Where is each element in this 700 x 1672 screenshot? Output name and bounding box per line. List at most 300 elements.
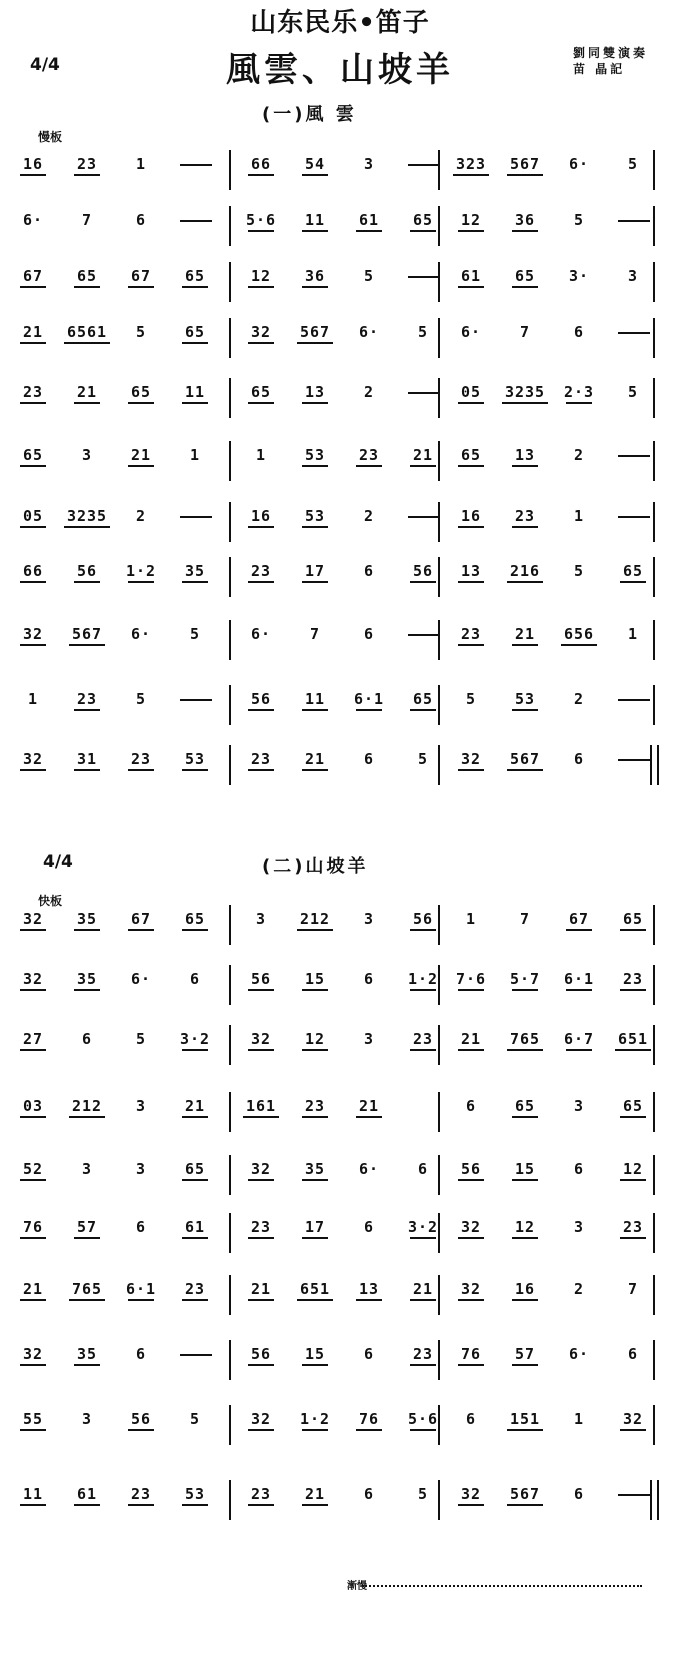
note-digits: 56 — [412, 562, 434, 580]
note-digits: 23 — [250, 750, 272, 768]
barline — [229, 620, 231, 660]
note-digits: 6·1 — [125, 1280, 157, 1298]
note-digits: 2 — [135, 507, 147, 525]
note-beat — [238, 508, 284, 528]
beam-underline — [74, 402, 100, 404]
note-beat — [400, 971, 446, 991]
beam-underline — [561, 644, 597, 646]
note-digits: 05 — [22, 507, 44, 525]
beam-underline — [20, 989, 46, 991]
note-beat — [238, 563, 284, 583]
beam-underline — [566, 929, 592, 931]
note-digits: 5 — [135, 1030, 147, 1048]
note-digits: 3 — [255, 910, 267, 928]
note-beat — [346, 911, 392, 928]
note-digits: 21 — [184, 1097, 206, 1115]
note-digits: 6 — [573, 323, 585, 341]
beam-underline — [512, 1237, 538, 1239]
note-digits: 65 — [622, 562, 644, 580]
note-beat — [118, 911, 164, 931]
note-beat — [118, 324, 164, 341]
barline — [653, 502, 655, 542]
note-digits: 6 — [363, 1218, 375, 1236]
note-digits: 2 — [573, 446, 585, 464]
note-digits: 5 — [135, 323, 147, 341]
note-beat — [64, 911, 110, 931]
beam-underline — [20, 581, 46, 583]
beam-underline — [302, 1429, 328, 1431]
note-beat — [502, 751, 548, 771]
note-beat — [556, 1219, 602, 1236]
note-digits: 6 — [573, 750, 585, 768]
beam-underline — [507, 174, 543, 176]
beam-underline — [302, 1179, 328, 1181]
note-beat — [118, 1281, 164, 1301]
notation-row — [10, 1480, 685, 1524]
beam-underline — [128, 769, 154, 771]
note-beat — [400, 1486, 446, 1503]
note-digits: 5·6 — [407, 1410, 439, 1428]
beam-underline — [182, 1504, 208, 1506]
beam-underline — [302, 1116, 328, 1118]
note-digits: 65 — [184, 1160, 206, 1178]
notation-row — [10, 745, 685, 789]
note-beat — [172, 324, 218, 344]
beam-underline — [458, 1049, 484, 1051]
note-digits: 3 — [363, 155, 375, 173]
beam-underline — [512, 230, 538, 232]
beam-underline — [74, 709, 100, 711]
note-beat — [64, 212, 110, 229]
note-digits: 1 — [627, 625, 639, 643]
beam-underline — [302, 1364, 328, 1366]
beam-underline — [20, 342, 46, 344]
note-digits: 6 — [135, 211, 147, 229]
note-beat — [64, 1486, 110, 1506]
note-beat — [64, 268, 110, 288]
note-digits: 31 — [76, 750, 98, 768]
beam-underline — [512, 1116, 538, 1118]
note-digits: 12 — [460, 211, 482, 229]
beam-underline — [458, 1299, 484, 1301]
notation-row — [10, 557, 685, 601]
beam-underline — [302, 526, 328, 528]
note-beat — [10, 212, 56, 229]
beam-underline — [128, 402, 154, 404]
note-digits: 3 — [573, 1097, 585, 1115]
note-digits: 35 — [76, 970, 98, 988]
note-digits: 6· — [568, 1345, 590, 1363]
beam-underline — [356, 709, 382, 711]
beam-underline — [182, 1116, 208, 1118]
note-beat — [238, 1098, 284, 1118]
barline — [438, 150, 440, 190]
note-digits: 32 — [22, 1345, 44, 1363]
note-digits: 32 — [250, 1410, 272, 1428]
notation-row — [10, 620, 685, 664]
beam-underline — [20, 1299, 46, 1301]
note-digits: 65 — [622, 910, 644, 928]
note-digits: 7 — [519, 910, 531, 928]
note-beat — [172, 1281, 218, 1301]
beam-underline — [410, 1237, 436, 1239]
note-beat — [556, 1281, 602, 1298]
note-digits: 3 — [573, 1218, 585, 1236]
beam-underline — [248, 1299, 274, 1301]
note-digits: 6· — [358, 323, 380, 341]
beam-underline — [128, 286, 154, 288]
note-digits: 32 — [22, 625, 44, 643]
beam-underline — [248, 1504, 274, 1506]
beam-underline — [458, 989, 484, 991]
beam-underline — [507, 581, 543, 583]
note-beat — [292, 1486, 338, 1506]
note-beat — [346, 1346, 392, 1363]
beam-underline — [458, 644, 484, 646]
final-barline — [650, 745, 659, 785]
beam-underline — [64, 526, 110, 528]
note-beat — [502, 1219, 548, 1239]
beam-underline — [507, 1504, 543, 1506]
note-digits: 5 — [627, 155, 639, 173]
note-digits: 32 — [460, 1485, 482, 1503]
note-digits: 66 — [22, 562, 44, 580]
note-beat — [556, 1411, 602, 1428]
beam-underline — [69, 1299, 105, 1301]
note-beat — [172, 1098, 218, 1118]
note-digits: 6 — [573, 1160, 585, 1178]
note-digits: 53 — [304, 446, 326, 464]
note-digits: 27 — [22, 1030, 44, 1048]
note-digits: 65 — [184, 323, 206, 341]
note-beat — [556, 563, 602, 580]
beam-underline — [20, 1049, 46, 1051]
note-beat — [448, 971, 494, 991]
note-beat — [400, 324, 446, 341]
note-digits: 03 — [22, 1097, 44, 1115]
note-beat — [118, 1098, 164, 1115]
beam-underline — [74, 989, 100, 991]
note-beat — [118, 1346, 164, 1363]
note-beat — [292, 911, 338, 931]
note-beat — [610, 268, 656, 285]
note-digits: 567 — [509, 750, 541, 768]
note-digits: 5 — [417, 750, 429, 768]
note-digits: 32 — [22, 750, 44, 768]
note-digits: 6 — [135, 1218, 147, 1236]
beam-underline — [620, 1179, 646, 1181]
note-digits: 6 — [363, 625, 375, 643]
note-digits: 65 — [184, 267, 206, 285]
note-beat — [64, 384, 110, 404]
note-digits: 5·7 — [509, 970, 541, 988]
note-beat — [400, 212, 446, 232]
note-digits: 15 — [304, 970, 326, 988]
piece-collection-title: 山东民乐•笛子 — [250, 8, 430, 38]
note-beat — [448, 212, 494, 232]
beam-underline — [20, 1179, 46, 1181]
note-digits: 5 — [417, 323, 429, 341]
note-beat — [502, 1161, 548, 1181]
beam-underline — [620, 1429, 646, 1431]
note-beat — [556, 156, 602, 173]
note-digits: 23 — [622, 1218, 644, 1236]
note-beat — [10, 691, 56, 708]
note-digits: 32 — [460, 1280, 482, 1298]
note-digits: 6 — [363, 1345, 375, 1363]
beam-underline — [458, 465, 484, 467]
note-digits: 6·7 — [563, 1030, 595, 1048]
beam-underline — [410, 581, 436, 583]
note-beat — [346, 1281, 392, 1301]
beam-underline — [458, 286, 484, 288]
note-digits: 16 — [22, 155, 44, 173]
beam-underline — [182, 1049, 208, 1051]
note-beat — [238, 626, 284, 643]
beam-underline — [410, 989, 436, 991]
note-digits: 323 — [455, 155, 487, 173]
beam-underline — [248, 581, 274, 583]
note-beat — [556, 1161, 602, 1178]
note-digits: 65 — [622, 1097, 644, 1115]
beam-underline — [302, 286, 328, 288]
beam-underline — [512, 709, 538, 711]
note-digits: 1 — [27, 690, 39, 708]
beam-underline — [458, 1364, 484, 1366]
note-beat — [64, 1219, 110, 1239]
note-digits: 1·2 — [407, 970, 439, 988]
note-digits: 32 — [622, 1410, 644, 1428]
note-digits: 651 — [617, 1030, 649, 1048]
note-digits: 5 — [465, 690, 477, 708]
note-beat — [238, 156, 284, 176]
note-digits: 3235 — [504, 383, 546, 401]
note-beat — [556, 626, 602, 646]
barline — [438, 262, 440, 302]
note-digits: 05 — [460, 383, 482, 401]
barline — [229, 262, 231, 302]
note-digits: 32 — [250, 323, 272, 341]
beam-underline — [297, 929, 333, 931]
note-beat — [502, 1098, 548, 1118]
note-beat — [172, 268, 218, 288]
note-beat — [292, 751, 338, 771]
note-digits: 21 — [358, 1097, 380, 1115]
note-beat — [400, 751, 446, 768]
note-beat — [172, 384, 218, 404]
note-beat — [10, 384, 56, 404]
note-digits: 67 — [130, 910, 152, 928]
note-digits: 1 — [573, 1410, 585, 1428]
note-beat — [64, 751, 110, 771]
note-digits: 3 — [81, 1410, 93, 1428]
note-digits: 3· — [568, 267, 590, 285]
note-beat — [238, 268, 284, 288]
note-beat — [556, 447, 602, 464]
note-beat — [448, 751, 494, 771]
note-digits: 57 — [76, 1218, 98, 1236]
note-beat — [556, 212, 602, 229]
note-digits: 1 — [255, 446, 267, 464]
note-beat — [346, 971, 392, 988]
note-beat — [292, 1281, 338, 1301]
note-beat — [238, 1161, 284, 1181]
note-digits: 17 — [304, 562, 326, 580]
note-beat — [346, 324, 392, 341]
note-beat — [448, 911, 494, 928]
note-digits: 13 — [358, 1280, 380, 1298]
note-digits: 5 — [189, 625, 201, 643]
note-beat — [610, 971, 656, 991]
note-digits: 23 — [412, 1030, 434, 1048]
note-beat — [64, 971, 110, 991]
note-digits: 23 — [130, 750, 152, 768]
note-beat — [292, 212, 338, 232]
note-beat — [556, 1346, 602, 1363]
note-digits: 5 — [189, 1410, 201, 1428]
note-beat — [238, 1411, 284, 1431]
note-beat — [346, 1411, 392, 1431]
note-digits: 7 — [309, 625, 321, 643]
barline — [438, 620, 440, 660]
note-beat — [292, 691, 338, 711]
note-beat — [502, 971, 548, 991]
note-digits: 2 — [363, 507, 375, 525]
notation-row — [10, 378, 685, 422]
note-beat — [502, 1281, 548, 1301]
beam-underline — [512, 1364, 538, 1366]
note-digits: 6 — [363, 750, 375, 768]
note-digits: 7·6 — [455, 970, 487, 988]
note-beat — [502, 691, 548, 711]
note-digits: 3 — [627, 267, 639, 285]
beam-underline — [512, 644, 538, 646]
beam-underline — [248, 1429, 274, 1431]
beam-underline — [248, 769, 274, 771]
note-digits: 12 — [304, 1030, 326, 1048]
beam-underline — [74, 929, 100, 931]
note-digits: 5 — [363, 267, 375, 285]
note-beat — [118, 1161, 164, 1178]
note-digits: 6 — [81, 1030, 93, 1048]
note-beat — [346, 447, 392, 467]
note-beat — [448, 324, 494, 341]
note-beat — [118, 384, 164, 404]
note-beat — [448, 691, 494, 708]
note-beat — [448, 1346, 494, 1366]
note-beat — [502, 212, 548, 232]
notation-row — [10, 150, 685, 194]
note-digits: 5 — [135, 690, 147, 708]
note-beat — [64, 563, 110, 583]
note-beat — [346, 1486, 392, 1503]
note-beat — [64, 156, 110, 176]
beam-underline — [248, 174, 274, 176]
note-beat — [10, 156, 56, 176]
tempo-change-marking: 漸慢 — [347, 1581, 367, 1592]
note-beat — [172, 911, 218, 931]
note-beat — [502, 508, 548, 528]
note-beat — [10, 1346, 56, 1366]
note-beat — [172, 971, 218, 988]
note-beat — [400, 1281, 446, 1301]
beam-underline — [302, 1049, 328, 1051]
note-beat — [346, 1098, 392, 1118]
note-digits: 35 — [76, 910, 98, 928]
note-digits: 6 — [573, 1485, 585, 1503]
note-beat — [292, 156, 338, 176]
section-title-1: (一)風 雲 — [262, 104, 357, 125]
beam-underline — [128, 1504, 154, 1506]
beam-underline — [297, 1299, 333, 1301]
note-digits: 23 — [130, 1485, 152, 1503]
beam-underline — [302, 769, 328, 771]
note-beat — [448, 156, 494, 176]
note-beat — [610, 384, 656, 401]
note-digits: 65 — [514, 1097, 536, 1115]
note-digits: 3 — [363, 1030, 375, 1048]
beam-underline — [512, 465, 538, 467]
note-digits: 1 — [573, 507, 585, 525]
note-digits: 3 — [81, 1160, 93, 1178]
barline — [229, 557, 231, 597]
note-digits: 12 — [250, 267, 272, 285]
beam-underline — [297, 342, 333, 344]
note-digits: 23 — [412, 1345, 434, 1363]
note-digits: 17 — [304, 1218, 326, 1236]
beam-underline — [512, 526, 538, 528]
beam-underline — [248, 1049, 274, 1051]
note-digits: 5 — [417, 1485, 429, 1503]
note-digits: 13 — [514, 446, 536, 464]
note-beat — [502, 1031, 548, 1051]
note-beat — [238, 1281, 284, 1301]
note-digits: 6·1 — [563, 970, 595, 988]
notation-row — [10, 262, 685, 306]
note-beat — [118, 971, 164, 988]
note-beat — [10, 911, 56, 931]
note-beat — [610, 1031, 656, 1051]
note-digits: 1·2 — [299, 1410, 331, 1428]
notation-row — [10, 441, 685, 485]
note-digits: 2 — [573, 690, 585, 708]
beam-underline — [20, 1237, 46, 1239]
note-digits: 216 — [509, 562, 541, 580]
note-beat — [292, 508, 338, 528]
note-beat — [556, 751, 602, 768]
note-beat — [346, 156, 392, 173]
note-digits: 56 — [250, 690, 272, 708]
note-beat — [556, 1031, 602, 1051]
beam-underline — [458, 581, 484, 583]
note-beat — [172, 1031, 218, 1051]
note-beat — [556, 691, 602, 708]
note-beat — [502, 324, 548, 341]
note-digits: 5 — [573, 211, 585, 229]
note-beat — [10, 971, 56, 991]
note-digits: 5 — [573, 562, 585, 580]
beam-underline — [248, 989, 274, 991]
beam-underline — [620, 1116, 646, 1118]
note-digits: 151 — [509, 1410, 541, 1428]
note-digits: 21 — [304, 1485, 326, 1503]
note-digits: 16 — [460, 507, 482, 525]
note-beat — [448, 1098, 494, 1115]
beam-underline — [20, 465, 46, 467]
note-digits: 6 — [363, 1485, 375, 1503]
note-beat — [556, 911, 602, 931]
beam-underline — [620, 1237, 646, 1239]
